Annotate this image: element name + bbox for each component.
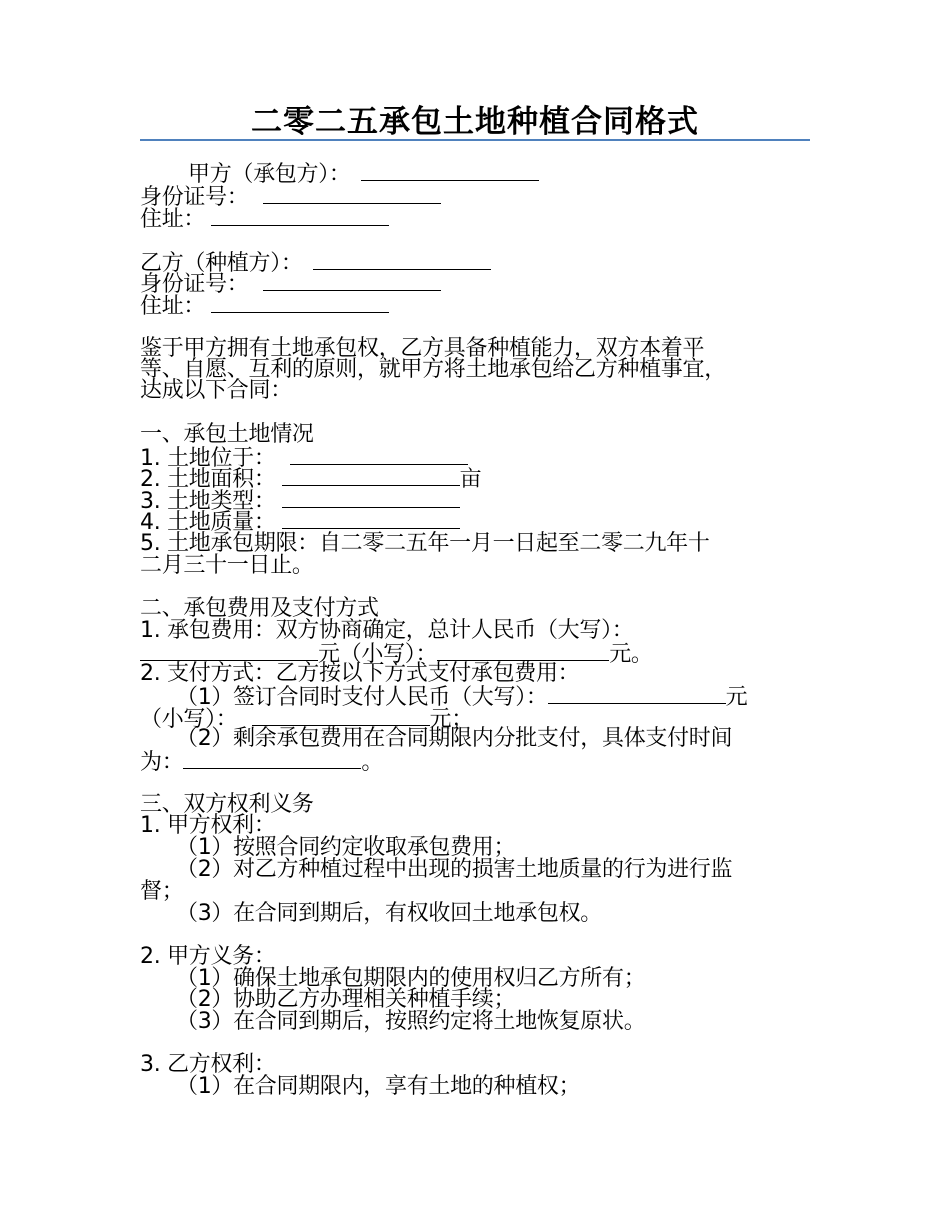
party-b-label: 乙方（种植方）： [140,251,303,276]
preamble-line-2: 等、自愿、互利的原则，就甲方将土地承包给乙方种植事宜， [140,357,726,382]
preamble-line-1: 鉴于甲方拥有土地承包权，乙方具备种植能力，双方本着平 [140,336,705,361]
fee-end-text: 元。 [609,642,653,667]
lease-term-line-2: 二月三十一日止。 [140,553,314,578]
payment-2-time-label: 为： [140,750,184,775]
party-a-right-1: （1）按照合同约定收取承包费用； [176,835,516,860]
payment-1-end: 元； [429,707,473,732]
section-2-heading: 二、承包费用及支付方式 [140,596,379,621]
land-quality-field[interactable] [282,508,460,529]
party-b-id-label: 身份证号： [140,272,249,297]
party-b-address-field[interactable] [211,292,389,313]
party-b-right-1: （1）在合同期限内，享有土地的种植权； [176,1074,581,1099]
payment-2-line-1: （2）剩余承包费用在合同期限内分批支付，具体支付时间 [176,726,733,751]
title-underline [140,139,810,141]
party-a-right-2-line-2: 督； [140,879,184,904]
fee-uppercase-field[interactable] [140,640,318,661]
section-1-heading: 一、承包土地情况 [140,422,314,447]
payment-1-uppercase-field[interactable] [548,683,726,704]
lease-term-line-1: 5. 土地承包期限：自二零二五年一月一日起至二零二九年十 [140,531,710,556]
party-b-name-field[interactable] [313,249,491,270]
payment-1-unit: 元 [725,685,748,710]
payment-method-line: 2. 支付方式：乙方按以下方式支付承包费用： [140,661,580,686]
land-type-label: 3. 土地类型： [140,489,276,514]
party-a-right-2-line-1: （2）对乙方种植过程中出现的损害土地质量的行为进行监 [176,857,733,882]
party-b-id-field[interactable] [263,270,441,291]
party-a-duty-1: （1）确保土地承包期限内的使用权归乙方所有； [176,966,646,991]
section-3-heading: 三、双方权利义务 [140,792,314,817]
land-type-field[interactable] [282,487,460,508]
party-a-id-label: 身份证号： [140,185,249,210]
payment-1-lowercase-field[interactable] [252,705,430,726]
party-a-duties-heading: 2. 甲方义务： [140,944,276,969]
fee-lowercase-label: 元（小写）： [318,642,438,667]
party-a-address-field[interactable] [211,205,389,226]
party-a-rights-heading: 1. 甲方权利： [140,813,276,838]
land-area-unit: 亩 [459,467,482,492]
preamble-line-3: 达成以下合同： [140,378,292,403]
party-a-duty-2: （2）协助乙方办理相关种植手续； [176,987,516,1012]
party-b-address-label: 住址： [140,294,206,319]
land-location-field[interactable] [290,444,468,465]
party-a-address-line [140,205,389,233]
payment-1-label: （1）签订合同时支付人民币（大写）： [176,685,548,710]
payment-2-line-2 [140,748,383,776]
party-a-right-3: （3）在合同到期后，有权收回土地承包权。 [176,901,602,926]
payment-2-time-field[interactable] [183,748,361,769]
fee-line-1: 1. 承包费用：双方协商确定，总计人民币（大写）： [140,618,634,643]
document-title: 二零二五承包土地种植合同格式 [251,104,699,140]
land-location-label: 1. 土地位于： [140,446,276,471]
party-b-address-line [140,292,389,320]
party-a-label: 甲方（承包方）： [188,162,351,187]
fee-lowercase-field[interactable] [437,640,609,661]
land-area-field[interactable] [282,465,460,486]
payment-1-lowercase-label: （小写）： [140,707,238,732]
land-quality-label: 4. 土地质量： [140,510,276,535]
party-b-rights-heading: 3. 乙方权利： [140,1052,276,1077]
party-a-address-label: 住址： [140,207,206,232]
party-a-id-field[interactable] [263,183,441,204]
payment-2-end: 。 [361,750,384,775]
party-a-name-field[interactable] [361,160,539,181]
land-area-label: 2. 土地面积： [140,467,276,492]
party-a-duty-3: （3）在合同到期后，按照约定将土地恢复原状。 [176,1009,646,1034]
